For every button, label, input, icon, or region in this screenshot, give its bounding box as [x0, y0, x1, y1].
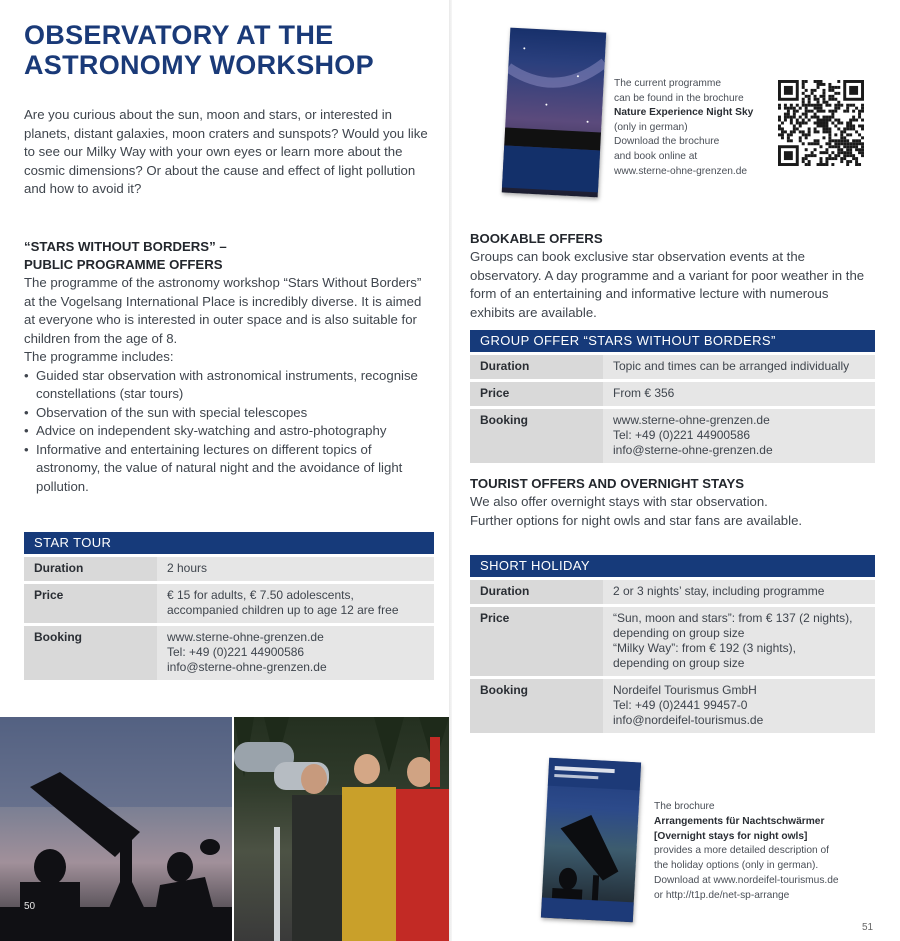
group-offer-info	[470, 352, 875, 466]
caption-link[interactable]: www.sterne-ohne-grenzen.de	[614, 165, 748, 177]
table-row	[470, 355, 875, 379]
row-value-line: 2 or 3 nights’ stay, including programme	[613, 584, 825, 598]
row-value	[603, 382, 875, 406]
bookable-offers-heading: BOOKABLE OFFERS	[470, 231, 603, 246]
row-value-line: 2 hours	[167, 561, 208, 575]
intro-paragraph: Are you curious about the sun, moon and stars, or interested in planets, distant galaxies, moon craters and sunspots? Would you like to see our Milky Way with your own eyes or learn more about the cosmic dimensions? Or about the cause and effect of light pollution and how to avoid it?	[24, 107, 428, 196]
row-value	[157, 557, 434, 581]
row-label: Booking	[24, 626, 157, 680]
bookable-offers-body: Groups can book exclusive star observation events at the observatory. A day programme and a variant for poor weather in the form of an entertaining and informative lecture with numerous exhibits are available.	[470, 249, 865, 320]
table-row	[24, 557, 434, 581]
night-sky-brochure-image	[502, 28, 607, 198]
row-value-line: “Milky Way”: from € 192 (3 nights),	[613, 641, 796, 655]
row-value-line: depending on group size	[613, 656, 745, 670]
row-value	[603, 580, 875, 604]
row-value	[157, 584, 434, 623]
binocular-group-image	[234, 717, 449, 941]
row-value-line: € 15 for adults, € 7.50 adolescents,	[167, 588, 354, 602]
caption-line: can be found in the brochure	[614, 92, 744, 104]
star-tour-header: STAR TOUR	[24, 532, 434, 554]
page-title	[24, 20, 434, 80]
short-holiday-header: SHORT HOLIDAY	[470, 555, 875, 577]
short-holiday-table	[470, 555, 875, 736]
tourist-offers-heading: TOURIST OFFERS AND OVERNIGHT STAYS	[470, 476, 745, 491]
caption-line: provides a more detailed description of	[654, 845, 829, 857]
caption-brochure-title: Arrangements für Nachtschwärmer	[654, 815, 825, 827]
row-value-line: Tel: +49 (0)221 44900586	[613, 428, 751, 442]
brochure-caption	[614, 77, 774, 179]
tourist-offers-line: We also offer overnight stays with star observation.	[470, 494, 768, 509]
star-tour-info	[24, 554, 434, 683]
brochure-band	[502, 145, 600, 192]
programme-list	[24, 367, 434, 497]
caption-line: The brochure	[654, 801, 715, 812]
row-value-line: From € 356	[613, 386, 675, 400]
row-value	[603, 409, 875, 463]
list-item: • Observation of the sun with special telescopes	[24, 404, 434, 423]
row-label: Price	[24, 584, 157, 623]
row-label: Duration	[470, 355, 603, 379]
table-row	[470, 409, 875, 463]
row-value-line: “Sun, moon and stars”: from € 137 (2 nights),	[613, 611, 853, 625]
public-programme-heading	[24, 238, 434, 274]
row-value-line: info@sterne-ohne-grenzen.de	[613, 443, 773, 457]
title-line-2: ASTRONOMY WORKSHOP	[24, 50, 374, 80]
row-value-line: www.sterne-ohne-grenzen.de	[613, 413, 770, 427]
table-row	[24, 626, 434, 680]
public-programme-section	[24, 238, 434, 496]
caption-line: Download the brochure	[614, 136, 720, 148]
page-number-right: 51	[862, 922, 874, 933]
title-line-1: OBSERVATORY AT THE	[24, 20, 334, 50]
heading-line-2: PUBLIC PROGRAMME OFFERS	[24, 257, 223, 272]
caption-line: (only in german)	[614, 121, 688, 133]
tourist-offers-line: Further options for night owls and star fans are available.	[470, 512, 803, 528]
row-label: Price	[470, 382, 603, 406]
row-value	[603, 355, 875, 379]
group-offer-table	[470, 330, 875, 466]
caption-brochure-subtitle: [Overnight stays for night owls]	[654, 830, 808, 842]
row-value-line: depending on group size	[613, 626, 745, 640]
caption-line: the holiday options (only in german).	[654, 860, 819, 872]
list-item: • Informative and entertaining lectures on different topics of astronomy, the value of natural night and the avoidance of light pollution.	[24, 441, 434, 497]
row-value-line: Topic and times can be arranged individually	[613, 359, 850, 373]
night-owls-brochure-image	[541, 758, 641, 923]
caption-line: and book online at	[614, 150, 698, 162]
row-label: Duration	[470, 580, 603, 604]
list-item: • Guided star observation with astronomical instruments, recognise constellations (star tours)	[24, 367, 434, 404]
telescope-silhouette-photo	[0, 717, 232, 941]
group-offer-header: GROUP OFFER “STARS WITHOUT BORDERS”	[470, 330, 875, 352]
caption-brochure-title: Nature Experience Night Sky	[614, 107, 754, 119]
qr-code-icon[interactable]	[778, 80, 864, 166]
row-value-line: Tel: +49 (0)221 44900586	[167, 645, 305, 659]
row-label: Booking	[470, 679, 603, 733]
row-value-line: info@nordeifel-tourismus.de	[613, 713, 764, 727]
row-value	[603, 679, 875, 733]
caption-line: The current programme	[614, 78, 722, 89]
night-owls-brochure-art	[541, 758, 641, 923]
page-number-left: 50	[24, 901, 36, 912]
brochure2-caption	[654, 800, 874, 904]
table-row	[470, 607, 875, 676]
table-row	[470, 580, 875, 604]
tourist-offers-section	[470, 475, 875, 530]
list-item: • Advice on independent sky-watching and astro-photography	[24, 422, 434, 441]
includes-label: The programme includes:	[24, 349, 174, 364]
table-row	[470, 382, 875, 406]
row-value	[157, 626, 434, 680]
row-label: Duration	[24, 557, 157, 581]
binocular-group-photo	[234, 717, 449, 941]
row-value-line: www.sterne-ohne-grenzen.de	[167, 630, 324, 644]
row-value-line: Nordeifel Tourismus GmbH	[613, 683, 757, 697]
table-row	[24, 584, 434, 623]
short-holiday-info	[470, 577, 875, 736]
row-value-line: accompanied children up to age 12 are free	[167, 603, 399, 617]
public-programme-body: The programme of the astronomy workshop “Stars Without Borders” at the Vogelsang International Place is incredibly diverse. It is aimed at everyone who is interested in outer space and is also suitable for children from the age of 8.	[24, 275, 422, 346]
row-value-line: Tel: +49 (0)2441 99457-0	[613, 698, 748, 712]
heading-line-1: “STARS WITHOUT BORDERS” –	[24, 239, 227, 254]
caption-link[interactable]: Download at www.nordeifel-tourismus.de	[654, 874, 839, 886]
table-row	[470, 679, 875, 733]
row-label: Booking	[470, 409, 603, 463]
row-value	[603, 607, 875, 676]
star-tour-table	[24, 532, 434, 683]
row-value-line: info@sterne-ohne-grenzen.de	[167, 660, 327, 674]
bookable-offers-section	[470, 230, 875, 322]
row-label: Price	[470, 607, 603, 676]
caption-link[interactable]: or http://t1p.de/net-sp-arrange	[654, 889, 790, 901]
